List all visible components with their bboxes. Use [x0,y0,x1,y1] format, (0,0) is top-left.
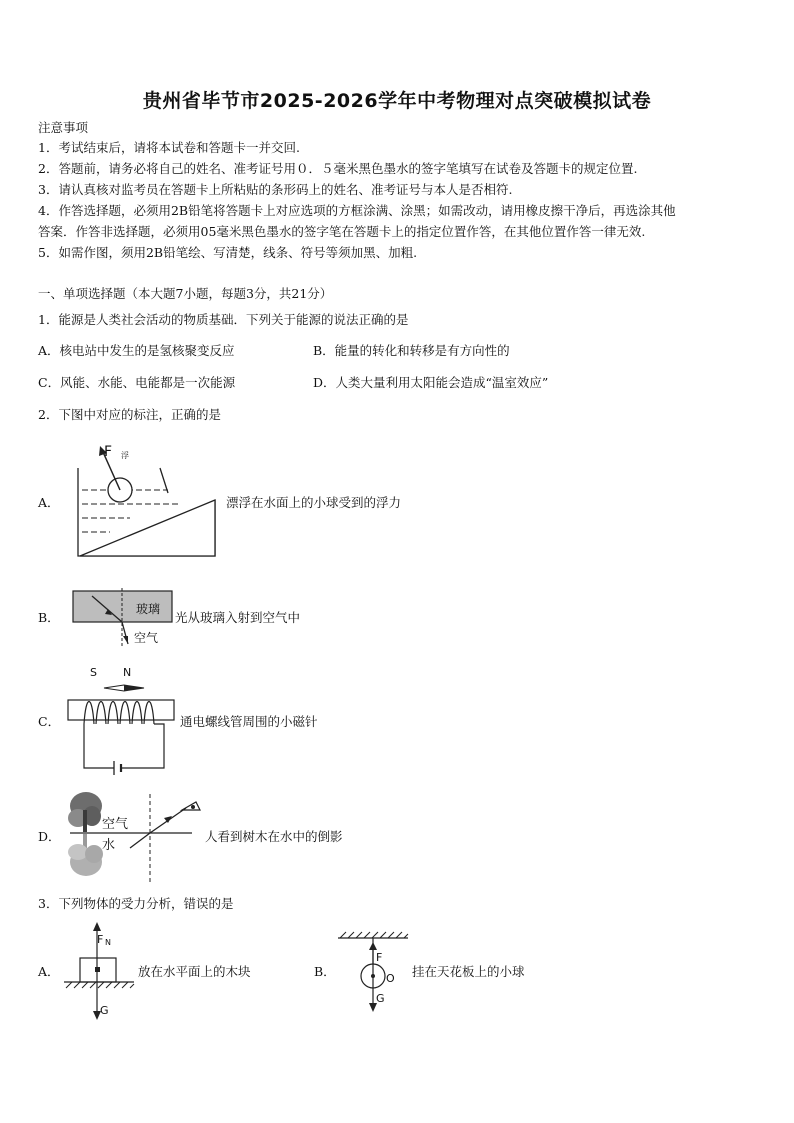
note-item-5: 5．如需作图，须用2B铅笔绘、写清楚，线条、符号等须加黑、加粗. [38,245,418,260]
tree-reflection-icon [68,834,103,876]
q2-d-reflection-figure [64,786,204,884]
q2-a-force-label: F [104,444,113,460]
q2-b-refraction-figure [70,588,175,648]
q3-b-f-label: F [376,951,383,964]
section-heading: 一、单项选择题（本大题7小题，每题3分，共21分） [38,286,333,301]
note-item-2: 2．答题前，请务必将自己的姓名、准考证号用０．５毫米黑色墨水的签字笔填写在试卷及答题卡的规定位置. [38,161,638,176]
q2-option-c-caption: 通电螺线管周围的小磁针 [180,714,318,729]
q3-b-g-label: G [376,992,385,1005]
note-item-1: 1．考试结束后，请将本试卷和答题卡一并交回. [38,140,300,155]
q3-option-b-caption: 挂在天花板上的小球 [412,964,525,979]
q2-d-air-label: 空气 [102,817,129,832]
q3-option-a-letter: A． [38,964,60,979]
q2-option-a-letter: A． [38,495,60,510]
q2-option-d-letter: D． [38,829,61,844]
note-item-4-cont: 答案．作答非选择题，必须用05毫米黑色墨水的签字笔在答题卡上的指定位置作答，在其他位置作答一律无效. [38,224,646,239]
tree-icon [68,792,102,832]
q2-d-water-label: 水 [102,838,116,853]
q2-option-a-caption: 漂浮在水面上的小球受到的浮力 [226,495,402,510]
q2-a-buoyancy-figure [70,438,230,562]
notes-heading: 注意事项 [38,120,89,135]
eye-icon [182,802,200,810]
q3-a-block-figure [62,920,138,1020]
q1-option-d: D．人类大量利用太阳能会造成“温室效应” [313,375,549,390]
q3-a-fn-subscript: N [105,938,111,947]
q2-c-n-label: N [123,666,132,679]
q2-c-s-label: S [90,666,97,679]
q2-stem: 2．下图中对应的标注，正确的是 [38,407,221,422]
q2-b-air-label: 空气 [134,631,159,645]
note-item-4: 4．作答选择题，必须用2B铅笔将答题卡上对应选项的方框涂满、涂黑；如需改动，请用橡皮擦干净后，再选涂其他 [38,203,676,218]
q3-a-g-label: G [100,1004,109,1017]
q3-b-o-label: O [386,972,395,985]
q1-stem: 1．能源是人类社会活动的物质基础．下列关于能源的说法正确的是 [38,312,409,327]
q1-option-c: C．风能、水能、电能都是一次能源 [38,375,236,390]
q2-a-force-subscript: 浮 [121,451,129,460]
q3-b-hanging-ball-figure [334,924,414,1014]
page-title: 贵州省毕节市2025-2026学年中考物理对点突破模拟试卷 [142,90,652,112]
q2-option-b-letter: B． [38,610,60,625]
q2-b-glass-label: 玻璃 [136,602,161,616]
q3-stem: 3．下列物体的受力分析，错误的是 [38,896,234,911]
q2-option-c-letter: C． [38,714,61,729]
q3-option-a-caption: 放在水平面上的木块 [138,964,251,979]
q2-option-d-caption: 人看到树木在水中的倒影 [205,829,343,844]
q1-option-b: B．能量的转化和转移是有方向性的 [313,343,510,358]
q2-c-solenoid-figure [66,664,178,776]
q1-option-a: A．核电站中发生的是氢核聚变反应 [38,343,235,358]
note-item-3: 3．请认真核对监考员在答题卡上所粘贴的条形码上的姓名、准考证号与本人是否相符. [38,182,513,197]
q3-a-fn-label: F [97,933,104,946]
q2-option-b-caption: 光从玻璃入射到空气中 [175,610,301,625]
q3-option-b-letter: B． [314,964,336,979]
